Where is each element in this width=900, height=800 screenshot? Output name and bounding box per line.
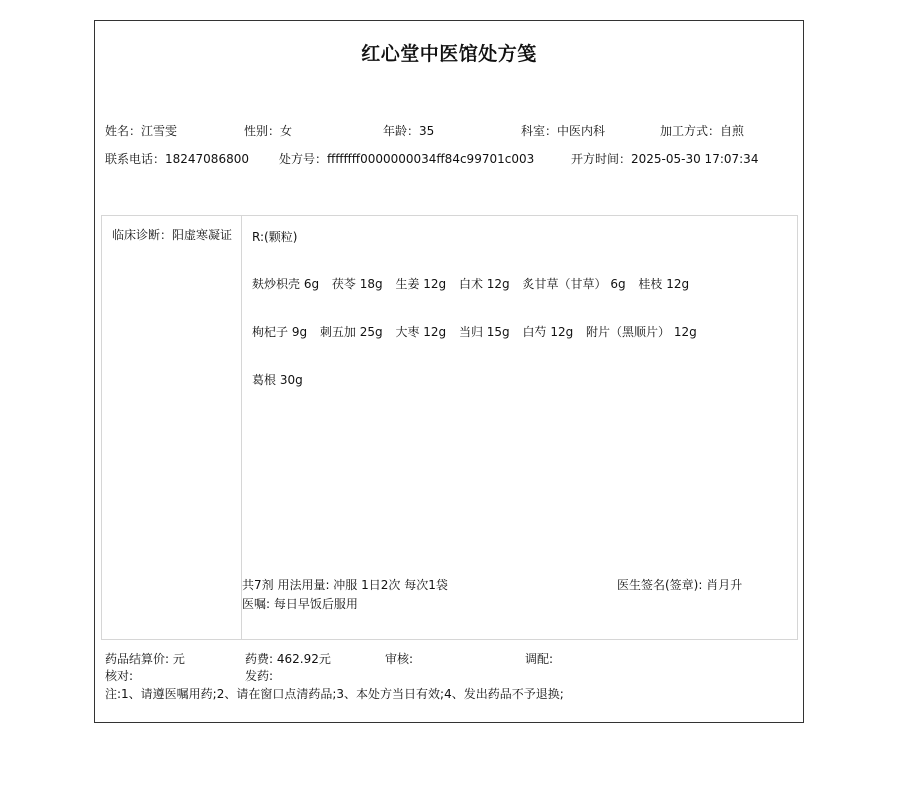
dispense-prep-field: 调配: bbox=[525, 652, 554, 666]
rx-label: R:(颗粒) bbox=[252, 230, 298, 244]
usage-dosage: 共7剂 用法用量: 冲服 1日2次 每次1袋 bbox=[242, 578, 448, 592]
page-title: 红心堂中医馆处方笺 bbox=[361, 43, 537, 65]
medicine-fee: 药费: 462.92元 bbox=[245, 652, 331, 666]
prescription-number: 处方号：ffffffff0000000034ff84c99701c003 bbox=[279, 152, 535, 166]
herb-line bbox=[252, 323, 706, 340]
herb-item: 桂枝 12g bbox=[638, 277, 690, 291]
herb-item: 当归 15g bbox=[458, 325, 510, 339]
herb-item: 枸杞子 9g bbox=[252, 325, 308, 339]
check-field: 核对: bbox=[105, 669, 134, 683]
settlement-price: 药品结算价: 元 bbox=[105, 652, 185, 666]
processing-method: 加工方式：自煎 bbox=[660, 124, 745, 138]
herb-item: 刺五加 25g bbox=[319, 325, 383, 339]
patient-phone: 联系电话：18247086800 bbox=[105, 152, 249, 166]
patient-info-row bbox=[105, 122, 793, 140]
patient-gender: 性别：女 bbox=[244, 124, 293, 138]
herb-item: 附片（黑顺片） 12g bbox=[586, 325, 697, 339]
notes-row bbox=[105, 685, 793, 702]
diagnosis-column bbox=[102, 216, 242, 639]
prescription-body bbox=[101, 215, 798, 640]
contact-info-row bbox=[105, 150, 793, 168]
herb-item: 大枣 12g bbox=[395, 325, 447, 339]
patient-age: 年龄：35 bbox=[383, 124, 435, 138]
herb-line bbox=[252, 371, 312, 388]
herb-item: 茯苓 18g bbox=[331, 277, 383, 291]
herb-item: 白芍 12g bbox=[522, 325, 574, 339]
fee-row bbox=[105, 650, 793, 667]
department: 科室：中医内科 bbox=[521, 124, 606, 138]
herb-item: 葛根 30g bbox=[252, 373, 303, 387]
patient-name: 姓名：江雪雯 bbox=[105, 124, 178, 138]
review-field: 审核: bbox=[385, 652, 414, 666]
clinical-diagnosis: 临床诊断：阳虚寒凝证 bbox=[112, 228, 233, 242]
issue-field: 发药: bbox=[245, 669, 274, 683]
herb-item: 白术 12g bbox=[458, 277, 510, 291]
herb-line bbox=[252, 275, 698, 292]
medical-advice: 医嘱: 每日早饭后服用 bbox=[242, 597, 358, 611]
notes: 注:1、请遵医嘱用药;2、请在窗口点清药品;3、本处方当日有效;4、发出药品不予退换; bbox=[105, 687, 564, 701]
herb-item: 麸炒枳壳 6g bbox=[252, 277, 320, 291]
herb-item: 生姜 12g bbox=[395, 277, 447, 291]
herb-item: 炙甘草（甘草） 6g bbox=[522, 277, 626, 291]
doctor-signature: 医生签名(签章): 肖月升 bbox=[617, 578, 743, 592]
prescription-time: 开方时间：2025-05-30 17:07:34 bbox=[571, 152, 759, 166]
check-row bbox=[105, 667, 793, 684]
prescription-sheet bbox=[94, 20, 804, 723]
